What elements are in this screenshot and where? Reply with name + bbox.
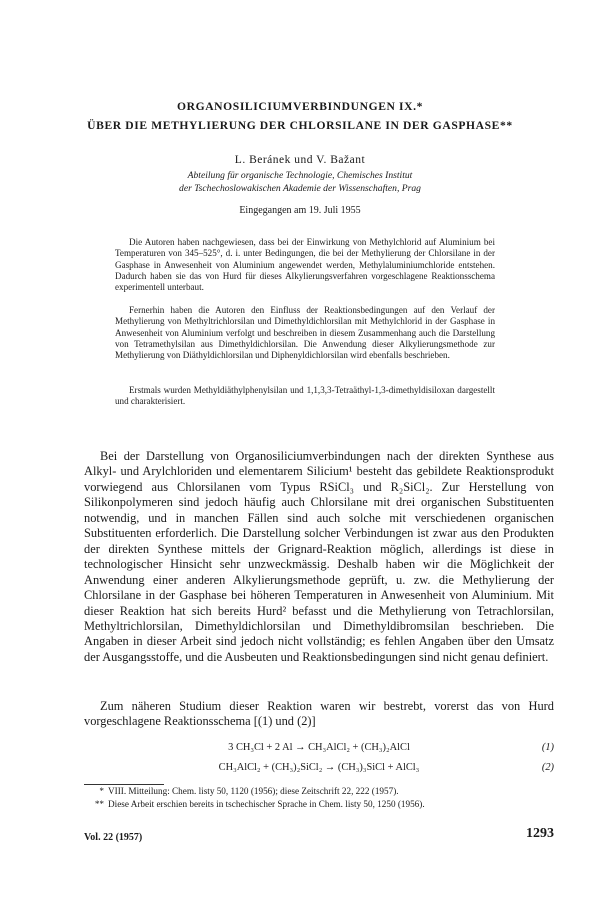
footnote-mark: * [99, 786, 104, 796]
affiliation-line2: der Tschechoslowakischen Akademie der Wissenschaften, Prag [179, 183, 421, 194]
equation-2 [84, 762, 554, 778]
equation-formula: CH₃AlCl₂ + (CH₃)₂SiCl₂ → (CH₃)₃SiCl + AlCl₃ [218, 762, 420, 773]
body-text: Bei der Darstellung von Organosiliciumverbindungen nach der direkten Synthese aus Alkyl- und Arylchloriden und elementarem Silicium¹ besteht das gebildete Reaktionsprodukt vorwiegend aus Chlorsilanen vom Typus RSiCl₃ und R₂SiCl₂. Zur Herstellung von Silikonpolymeren sind jedoch häufig auch Chlorsilane mit drei organischen Substituenten notwendig, und in manchen Fällen sind auch solche mit verschiedenen organischen Substituenten erforderlich. Die Darstellung solcher Verbindungen ist zwar aus den Produkten der direkten Synthese mittels der Grignard-Reaktion möglich, allerdings ist diese in technologischer Hinsicht sehr unzweckmässig. Deshalb haben wir die Möglichkeit der Anwendung einer anderen Alkylierungsmethode geprüft, u. zw. die Methylierung der Chlorsilane in der Gasphase bei höheren Temperaturen in Anwesenheit von Aluminium. Mit dieser Reaktion hat sich bereits Hurd² befasst und die Methylierung von Tetrachlorsilan, Methyltrichlorsilan, Dimethyldichlorsilan und Dimethyldibromsilan beschrieben. Die Angaben in dieser Arbeit sind jedoch nicht vollständig; es fehlen Angaben über den Umsatz der Ausgangsstoffe, und die Ausbeuten und Reaktionsbedingungen sind nicht genau definiert. [84, 449, 554, 664]
footnote-2 [84, 798, 554, 810]
body-paragraph-1 [84, 449, 554, 665]
authors: L. Beránek und V. Bažant [234, 154, 366, 166]
abstract-paragraph-2 [115, 305, 495, 361]
footnote-1 [84, 785, 554, 797]
body-text: Zum näheren Studium dieser Reaktion waren wir bestrebt, vorerst das von Hurd vorgeschlagene Reaktionsschema [(1) und (2)] [84, 699, 554, 729]
footnote-text: Diese Arbeit erschien bereits in tschechischer Sprache in Chem. listy 50, 1250 (1956). [108, 799, 425, 809]
equation-1 [84, 742, 554, 758]
page-number: 1293 [526, 826, 554, 841]
volume-label: Vol. 22 (1957) [84, 832, 143, 843]
abstract-text: Erstmals wurden Methyldiäthylphenylsilan und 1,1,3,3-Tetraäthyl-1,3-dimethyldisiloxan dargestellt und charakterisiert. [115, 385, 495, 407]
footnote-mark: ** [94, 799, 104, 809]
equation-number: (1) [541, 742, 554, 753]
abstract-paragraph-1 [115, 237, 495, 293]
affiliation [0, 169, 600, 195]
abstract-text: Die Autoren haben nachgewiesen, dass bei der Einwirkung von Methylchlorid auf Aluminium bei Temperaturen von 345–525°, d. i. unter Bedingungen, die bei der Methylierung der Chlorsilane in der Gasphase in Anwesenheit von Aluminium angewendet werden, Methylaluminiumchloride entstehen. Dadurch haben sie das von Hurd für dieses Alkylierungsverfahren vorgeschlagene Reaktionsschema experimentell unterbaut. [115, 237, 495, 293]
abstract-text: Fernerhin haben die Autoren den Einfluss der Reaktionsbedingungen auf den Verlauf der Methylierung von Methyltrichlorsilan und Dimethyldichlorsilan mit Methylchlorid in der Gasphase in Anwesenheit von Aluminium verfolgt und beschreiben in diesem Zusammenhang auch die Darstellung von Tetramethylsilan aus Dimethyldichlorsilan. Die Anwendung dieser Alkylierungsmethode zur Methylierung von Diäthyldichlorsilan und Diphenyldichlorsilan wird ebenfalls beschrieben. [115, 305, 495, 361]
body-paragraph-2 [84, 699, 554, 730]
paper-title-line1: ORGANOSILICIUMVERBINDUNGEN IX.* [177, 100, 423, 113]
paper-title-line2: ÜBER DIE METHYLIERUNG DER CHLORSILANE IN DER GASPHASE** [87, 119, 513, 132]
abstract-paragraph-3 [115, 385, 495, 408]
footnote-text: VIII. Mitteilung: Chem. listy 50, 1120 (1956); diese Zeitschrift 22, 222 (1957). [108, 786, 399, 796]
equation-number: (2) [541, 762, 554, 773]
equation-formula: 3 CH₃Cl + 2 Al → CH₃AlCl₂ + (CH₃)₂AlCl [228, 742, 410, 753]
received-date: Eingegangen am 19. Juli 1955 [239, 205, 361, 216]
affiliation-line1: Abteilung für organische Technologie, Chemisches Institut [187, 170, 413, 181]
